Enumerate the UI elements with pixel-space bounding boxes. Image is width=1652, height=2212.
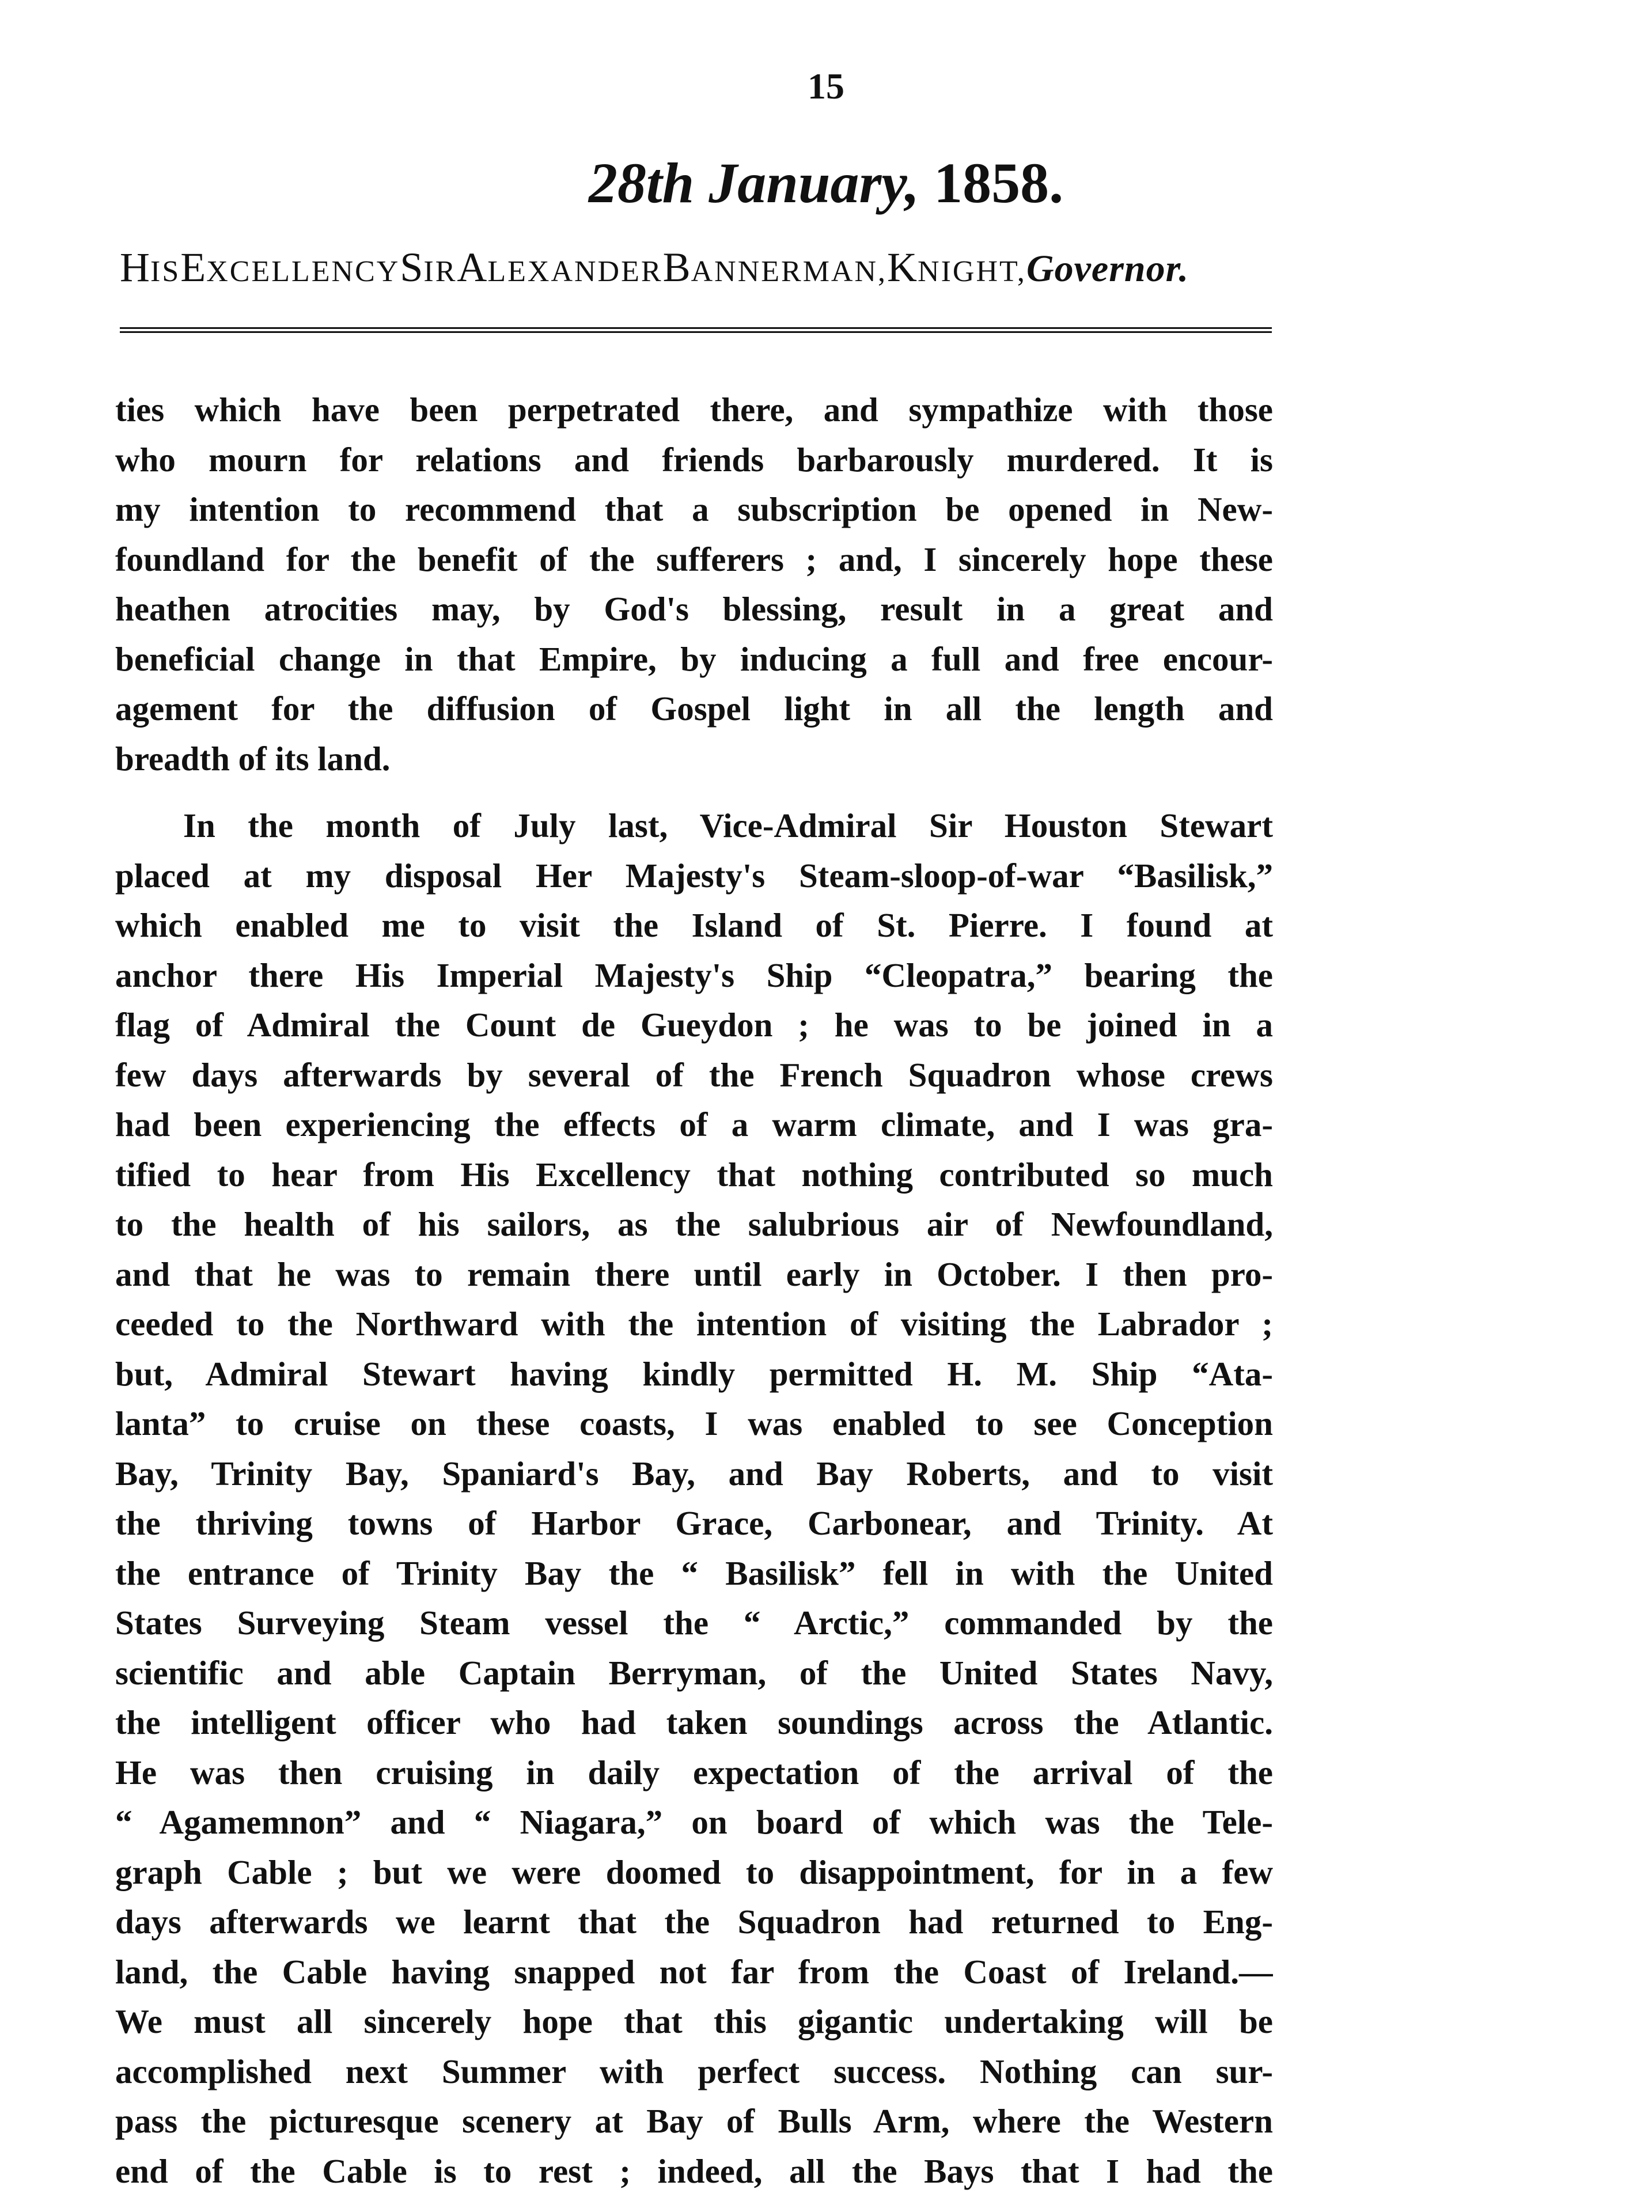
text-line: ceeded to the Northward with the intention of visiting the Labrador ; <box>115 1305 1273 1343</box>
text-line: tified to hear from His Excellency that nothing contributed so much <box>115 1155 1273 1194</box>
text-line: States Surveying Steam vessel the “ Arctic,” commanded by the <box>115 1604 1273 1642</box>
text-line: anchor there His Imperial Majesty's Ship “Cleopatra,” bearing the <box>115 956 1273 994</box>
text-line: accomplished next Summer with perfect success. Nothing can sur- <box>115 2052 1273 2090</box>
text-line: end of the Cable is to rest ; indeed, all the Bays that I had the <box>115 2152 1273 2190</box>
gov-smallcaps: ANNERMAN, <box>691 255 888 288</box>
text-line: the intelligent officer who had taken soundings across the Atlantic. <box>115 1703 1273 1741</box>
text-line: heathen atrocities may, by God's blessing, result in a great and <box>115 590 1273 628</box>
text-line: had been experiencing the effects of a warm climate, and I was gra- <box>115 1105 1273 1143</box>
text-line: Bay, Trinity Bay, Spaniard's Bay, and Bay Roberts, and to visit <box>115 1454 1273 1493</box>
gov-smallcaps: XCELLENCY <box>206 255 400 288</box>
gov-smallcaps: IS <box>150 255 181 288</box>
text-line: breadth of its land. <box>115 739 391 778</box>
date-heading-year: 1858. <box>934 151 1064 215</box>
gov-letter: K <box>887 244 918 290</box>
text-line: which enabled me to visit the Island of St. Pierre. I found at <box>115 906 1273 944</box>
text-line: and that he was to remain there until early in October. I then pro- <box>115 1255 1273 1293</box>
gov-letter: A <box>457 244 488 290</box>
gov-letter: E <box>180 244 207 290</box>
gov-smallcaps: IR <box>423 255 457 288</box>
text-line: the thriving towns of Harbor Grace, Carbonear, and Trinity. At <box>115 1504 1273 1542</box>
text-line: beneficial change in that Empire, by inducing a full and free encour- <box>115 639 1273 678</box>
text-line: flag of Admiral the Count de Gueydon ; he was to be joined in a <box>115 1006 1273 1044</box>
text-line: scientific and able Captain Berryman, of the United States Navy, <box>115 1653 1273 1692</box>
text-line: placed at my disposal Her Majesty's Steam-sloop-of-war “Basilisk,” <box>115 856 1273 895</box>
gov-smallcaps: NIGHT, <box>918 255 1026 288</box>
text-line: lanta” to cruise on these coasts, I was enabled to see Conception <box>115 1404 1273 1442</box>
header-rule <box>120 327 1272 333</box>
text-line: few days afterwards by several of the French Squadron whose crews <box>115 1055 1273 1094</box>
text-line: agement for the diffusion of Gospel light in all the length and <box>115 690 1273 728</box>
page-number: 15 <box>808 66 844 107</box>
text-line: “ Agamemnon” and “ Niagara,” on board of which was the Tele- <box>115 1803 1273 1841</box>
text-line: graph Cable ; but we were doomed to disappointment, for in a few <box>115 1853 1273 1891</box>
paragraph-2 <box>115 801 1273 2196</box>
gov-letter: H <box>120 244 150 290</box>
text-line: who mourn for relations and friends barbarously murdered. It is <box>115 440 1273 479</box>
text-line: but, Admiral Stewart having kindly permitted H. M. Ship “Ata- <box>115 1354 1273 1393</box>
gov-smallcaps: LEXANDER <box>487 255 663 288</box>
text-line: In the month of July last, Vice-Admiral Sir Houston Stewart <box>183 806 1273 844</box>
date-heading <box>0 151 1652 215</box>
gov-letter: S <box>400 244 424 290</box>
text-line: to the health of his sailors, as the salubrious air of Newfoundland, <box>115 1205 1273 1243</box>
text-line: He was then cruising in daily expectation of the arrival of the <box>115 1753 1273 1791</box>
text-line: the entrance of Trinity Bay the “ Basilisk” fell in with the United <box>115 1554 1273 1592</box>
text-line: days afterwards we learnt that the Squadron had returned to Eng- <box>115 1903 1273 1941</box>
text-line: We must all sincerely hope that this gigantic undertaking will be <box>115 2002 1273 2040</box>
gov-letter: B <box>662 244 691 290</box>
text-line: foundland for the benefit of the sufferers ; and, I sincerely hope these <box>115 540 1273 578</box>
paragraph-1 <box>115 385 1273 783</box>
text-line: pass the picturesque scenery at Bay of Bulls Arm, where the Western <box>115 2102 1273 2140</box>
date-heading-main: 28th January, <box>588 151 920 215</box>
gov-title: Governor. <box>1026 248 1189 290</box>
text-line: land, the Cable having snapped not far from the Coast of Ireland.— <box>115 1952 1273 1991</box>
text-line: my intention to recommend that a subscription be opened in New- <box>115 490 1273 528</box>
governor-line <box>120 244 1272 290</box>
text-line: ties which have been perpetrated there, and sympathize with those <box>115 391 1273 429</box>
